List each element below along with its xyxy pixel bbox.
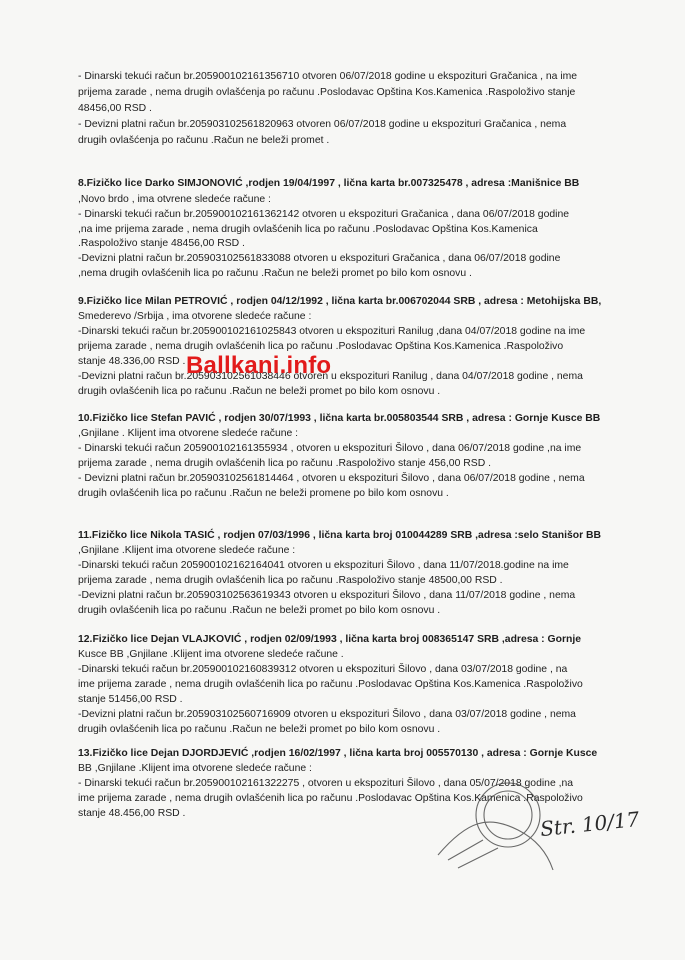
document-line: 11.Fizičko lice Nikola TASIĆ , rodjen 07/03/1996 , lična karta broj 010044289 SRB ,adresa :selo Stanišor BB	[78, 530, 602, 541]
document-line: stanje 48.456,00 RSD .	[78, 808, 186, 819]
document-line: prijema zarade , nema drugih ovlašćenja po računu .Poslodavac Opština Kos.Kamenica .Raspoloživo stanje	[78, 87, 576, 98]
document-line: -Dinarski tekući račun br.205900102161025843 otvoren u ekspozituri Ranilug ,dana 04/07/2018 godine na ime	[78, 326, 586, 337]
document-line: ,Gnjilane . Klijent ima otvorene sledeće račune :	[78, 428, 299, 439]
document-line: drugih ovlašćenih lica po računu .Račun ne beleži promene po bilo kom osnovu .	[78, 488, 449, 499]
watermark-text: Ballkani.info	[186, 352, 332, 379]
document-line: 48456,00 RSD .	[78, 103, 152, 114]
document-line: - Dinarski tekući račun 205900102161355934 , otvoren u ekspozituri Šilovo , dana 06/07/2018 godine ,na ime	[78, 443, 582, 454]
document-line: 8.Fizičko lice Darko SIMJONOVIĆ ,rodjen 19/04/1997 , lična karta br.007325478 , adresa :Manišnice BB	[78, 178, 580, 189]
document-line: - Dinarski tekući račun br.205900102161356710 otvoren 06/07/2018 godine u ekspozituri Gračanica , na ime	[78, 71, 578, 82]
document-line: prijema zarade , nema drugih ovlašćenih lica po računu .Poslodavac Opština Kos.Kamenica .Raspoloživo	[78, 341, 564, 352]
document-line: drugih ovlašćenih lica po računu .Račun ne beleži promet po bilo kom osnovu .	[78, 724, 441, 735]
document-line: - Devizni platni račun br.205903102561820963 otvoren 06/07/2018 godine u ekspozituri Gračanica , nema	[78, 119, 567, 130]
document-line: - Dinarski tekući račun br.205900102161322275 , otvoren u ekspozituri Šilovo , dana 05/07/2018 godine ,na	[78, 778, 574, 789]
document-line: 13.Fizičko lice Dejan DJORDJEVIĆ ,rodjen 16/02/1997 , lična karta broj 005570130 , adresa : Gornje Kusce	[78, 748, 598, 759]
document-line: 12.Fizičko lice Dejan VLAJKOVIĆ , rodjen 02/09/1993 , lična karta broj 008365147 SRB ,adresa : Gornje	[78, 634, 582, 645]
document-line: Kusce BB ,Gnjilane .Klijent ima otvorene sledeće račune .	[78, 649, 344, 660]
document-line: drugih ovlašćenja po računu .Račun ne beleži promet .	[78, 135, 330, 146]
document-line: -Devizni platni račun br.205903102560716909 otvoren u ekspozituri Šilovo , dana 03/07/2018 godine , nema	[78, 709, 576, 720]
document-line: - Devizni platni račun br.205903102561814464 , otvoren u ekspozituri Šilovo , dana 06/07/2018 godine , nema	[78, 473, 585, 484]
document-line: ,Gnjilane .Klijent ima otvorene sledeće račune :	[78, 545, 296, 556]
document-line: 9.Fizičko lice Milan PETROVIĆ , rodjen 04/12/1992 , lična karta br.006702044 SRB , adresa : Metohijska BB,	[78, 296, 602, 307]
document-line: -Dinarski tekući račun 205900102162164041 otvoren u ekspozituri Šilovo , dana 11/07/2018.godine na ime	[78, 560, 569, 571]
document-line: Smederevo /Srbija , ima otvorene sledeće račune :	[78, 311, 312, 322]
document-line: ,Novo brdo , ima otvrene sledeće račune :	[78, 194, 271, 205]
document-line: ,nema drugih ovlašćenih lica po računu .Račun ne beleži promet po bilo kom osnovu .	[78, 268, 472, 279]
document-line: drugih ovlašćenih lica po računu .Račun ne beleži promet po bilo kom osnovu .	[78, 605, 441, 616]
page-number-signature: Str. 10/17	[539, 806, 641, 842]
document-line: -Devizni platni račun br.205903102561833088 otvoren u ekspozituri Gračanica , dana 06/07/2018 godine	[78, 253, 561, 264]
document-line: 10.Fizičko lice Stefan PAVIĆ , rodjen 30/07/1993 , lična karta br.005803544 SRB , adresa : Gornje Kusce BB	[78, 413, 601, 424]
document-line: -Dinarski tekući račun br.205900102160839312 otvoren u ekspozituri Šilovo , dana 03/07/2018 godine , na	[78, 664, 568, 675]
document-line: BB ,Gnjilane .Klijent ima otvorene sledeće račune :	[78, 763, 312, 774]
document-line: - Dinarski tekući račun br.205900102161362142 otvoren u ekspozituri Gračanica , dana 06/07/2018 godine	[78, 209, 570, 220]
document-line: prijema zarade , nema drugih ovlašćenih lica po računu .Raspoloživo stanje 456,00 RSD .	[78, 458, 491, 469]
document-line: stanje 51456,00 RSD .	[78, 694, 183, 705]
document-line: stanje 48.336,00 RSD .	[78, 356, 186, 367]
document-line: .Raspoloživo stanje 48456,00 RSD .	[78, 238, 245, 249]
document-line: ime prijema zarade , nema drugih ovlašćenih lica po računu .Poslodavac Opština Kos.Kamenica .Raspoloživo	[78, 793, 583, 804]
document-line: ,na ime prijema zarade , nema drugih ovlašćenih lica po računu .Poslodavac Opština Kos.Kamenica	[78, 224, 538, 235]
document-line: -Devizni platni račun br.205903102561038446 otvoren u ekspozituri Ranilug , dana 04/07/2018 godine , nema	[78, 371, 583, 382]
document-line: prijema zarade , nema drugih ovlašćenih lica po računu .Raspoloživo stanje 48500,00 RSD .	[78, 575, 503, 586]
document-line: drugih ovlašćenih lica po računu .Račun ne beleži promet po bilo kom osnovu .	[78, 386, 441, 397]
document-line: ime prijema zarade , nema drugih ovlašćenih lica po računu .Poslodavac Opština Kos.Kamenica .Raspoloživo	[78, 679, 583, 690]
document-line: -Devizni platni račun br.205903102563619343 otvoren u ekspozituri Šilovo , dana 11/07/2018 godine , nema	[78, 590, 576, 601]
